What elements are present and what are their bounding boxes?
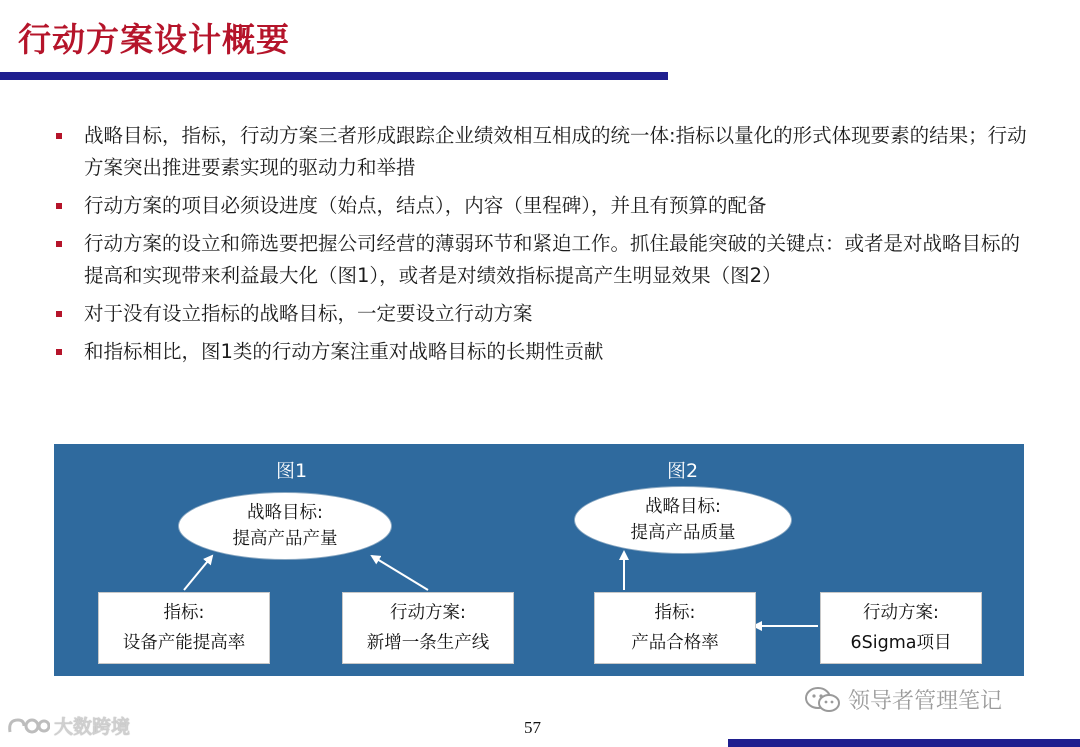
watermark-right (804, 684, 1002, 715)
list-item: 行动方案的设立和筛选要把握公司经营的薄弱环节和紧迫工作。抓住最能突破的关键点：或者是对战略目标的提高和实现带来利益最大化（图1），或者是对绩效指标提高产生明显效果（图2） (52, 228, 1032, 292)
bullet-square-icon (56, 349, 62, 355)
arrow-action-to-goal-1 (372, 556, 428, 590)
watermark-left (6, 712, 130, 739)
figure2-indicator: 指标: 产品合格率 (594, 592, 756, 664)
diagram-panel (54, 444, 1024, 676)
brand-logo-icon (6, 714, 50, 738)
bullet-square-icon (56, 203, 62, 209)
list-item: 行动方案的项目必须设进度（始点，结点），内容（里程碑），并且有预算的配备 (52, 190, 1032, 222)
bullet-list (52, 120, 1032, 374)
wechat-icon (804, 686, 842, 714)
bullet-square-icon (56, 133, 62, 139)
list-item: 对于没有设立指标的战略目标，一定要设立行动方案 (52, 298, 1032, 330)
arrow-indicator-to-goal-1 (184, 556, 212, 590)
figure2-label: 图2 (667, 460, 699, 482)
figure1-label: 图1 (276, 460, 308, 482)
watermark-left-text: 大数跨境 (54, 716, 131, 738)
figure1-action: 行动方案: 新增一条生产线 (342, 592, 514, 664)
page-title: 行动方案设计概要 (18, 20, 290, 59)
list-item: 和指标相比，图1类的行动方案注重对战略目标的长期性贡献 (52, 336, 1032, 368)
page-number: 57 (524, 718, 541, 737)
bullet-square-icon (56, 241, 62, 247)
figure2-action: 行动方案: 6Sigma项目 (820, 592, 982, 664)
bullet-square-icon (56, 311, 62, 317)
bottom-bar (728, 739, 1080, 747)
watermark-text: 领导者管理笔记 (848, 689, 1003, 714)
figure1-goal: 战略目标: 提高产品产量 (178, 492, 392, 560)
list-item: 战略目标，指标，行动方案三者形成跟踪企业绩效相互相成的统一体:指标以量化的形式体现要素的结果；行动方案突出推进要素实现的驱动力和举措 (52, 120, 1032, 184)
title-underline (0, 72, 668, 80)
figure2-goal: 战略目标: 提高产品质量 (574, 486, 792, 554)
figure1-indicator: 指标: 设备产能提高率 (98, 592, 270, 664)
